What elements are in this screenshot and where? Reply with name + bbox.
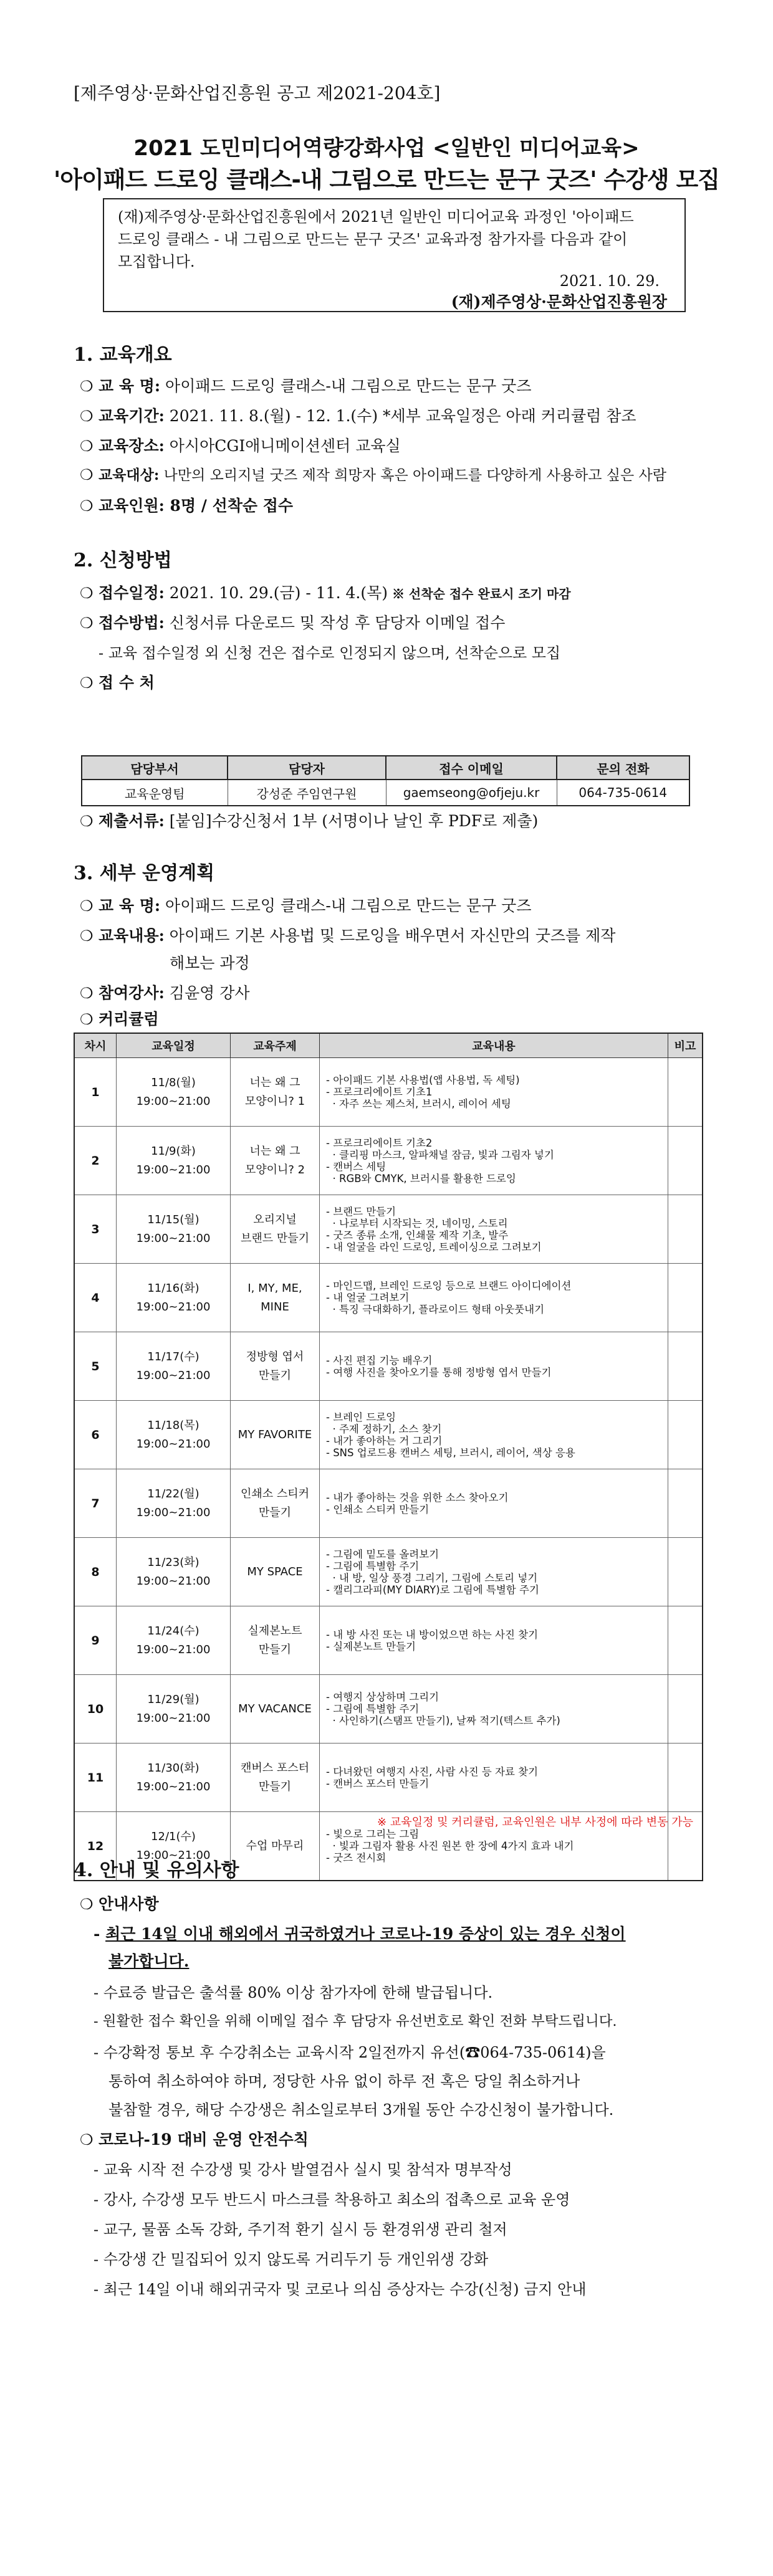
circle-bullet-icon: ❍: [80, 497, 94, 515]
curriculum-topic-line: MINE: [261, 1300, 289, 1314]
curriculum-date: 11/16(화): [147, 1281, 199, 1295]
curriculum-time: 19:00~21:00: [136, 1094, 211, 1108]
curriculum-topic: [231, 1127, 320, 1195]
curriculum-content-line: - 내 얼굴을 라인 드로잉, 트레이싱으로 그려보기: [326, 1241, 542, 1253]
curriculum-content-line: - 아이패드 기본 사용법(앱 사용법, 독 세팅): [326, 1074, 520, 1086]
curriculum-session-no: 11: [74, 1744, 117, 1812]
contact-label: ❍ 접 수 처: [80, 674, 155, 692]
plan-content: ❍ 교육내용: 아이패드 기본 사용법 및 드로잉을 배우면서 자신만의 굿즈를 제작: [80, 927, 616, 945]
curriculum-content: [320, 1264, 668, 1332]
intro-org: (재)제주영상·문화산업진흥원장: [451, 293, 667, 311]
curriculum-content-line: · 자주 쓰는 제스처, 브러시, 레이어 세팅: [326, 1098, 511, 1110]
curriculum-schedule: [117, 1744, 231, 1812]
curriculum-time: 19:00~21:00: [136, 1574, 211, 1588]
safety-item: - 수강생 간 밀집되어 있지 않도록 거리두기 등 개인위생 강화: [94, 2251, 489, 2268]
curriculum-content-line: - 사진 편집 기능 배우기: [326, 1354, 433, 1367]
curriculum-content-line: · RGB와 CMYK, 브러시를 활용한 드로잉: [326, 1172, 516, 1185]
curriculum-topic-line: 캔버스 포스터: [240, 1761, 310, 1775]
section-2-heading: 2. 신청방법: [74, 550, 172, 571]
curriculum-topic-line: MY VACANCE: [238, 1702, 312, 1715]
intro-box: [103, 198, 686, 312]
curriculum-content: [320, 1606, 668, 1675]
curriculum-date: 11/23(화): [147, 1555, 199, 1569]
curriculum-schedule: [117, 1469, 231, 1538]
notice-number: [제주영상·문화산업진흥원 공고 제2021-204호]: [74, 83, 441, 103]
curriculum-topic: [231, 1264, 320, 1332]
circle-bullet-icon: ❍: [80, 1896, 94, 1913]
curriculum-session-no: 10: [74, 1675, 117, 1744]
curriculum-schedule: [117, 1401, 231, 1469]
curriculum-remark: [668, 1744, 703, 1812]
curriculum-content-line: - 여행지 상상하며 그리기: [326, 1691, 439, 1703]
curriculum-topic-line: 만들기: [258, 1505, 292, 1519]
curriculum-content-line: - 다녀왔던 여행지 사진, 사람 사진 등 자료 찾기: [326, 1765, 539, 1778]
curriculum-table: [74, 1033, 703, 1881]
curriculum-content: [320, 1469, 668, 1538]
intro-line-1: (재)제주영상·문화산업진흥원에서 2021년 일반인 미디어교육 과정인 '아이패드: [118, 208, 634, 226]
contact-phone: 064-735-0614: [557, 780, 689, 806]
curriculum-content-line: · 나로부터 시작되는 것, 네이밍, 스토리: [326, 1217, 508, 1229]
curriculum-note: ※ 교육일정 및 커리큘럼, 교육인원은 내부 사정에 따라 변동 가능: [377, 1816, 693, 1829]
curriculum-schedule: [117, 1675, 231, 1744]
circle-bullet-icon: ❍: [80, 408, 94, 425]
curriculum-content: [320, 1332, 668, 1401]
curriculum-content: [320, 1744, 668, 1812]
circle-bullet-icon: ❍: [80, 897, 94, 915]
curriculum-row: [74, 1127, 703, 1195]
curriculum-time: 19:00~21:00: [136, 1163, 211, 1176]
overview-item-name: ❍ 교 육 명: 아이패드 드로잉 클래스-내 그림으로 만드는 문구 굿즈: [80, 377, 532, 395]
curriculum-topic: [231, 1401, 320, 1469]
circle-bullet-icon: ❍: [80, 584, 94, 602]
curriculum-content: [320, 1538, 668, 1606]
curriculum-topic: [231, 1812, 320, 1881]
curriculum-content: [320, 1058, 668, 1127]
curriculum-content-line: - 브레인 드로잉: [326, 1411, 396, 1423]
curriculum-content-line: - 내가 좋아하는 것을 위한 소스 찾아오기: [326, 1491, 509, 1504]
curriculum-row: [74, 1538, 703, 1606]
curriculum-row: [74, 1332, 703, 1401]
curriculum-label: ❍ 커리큘럼: [80, 1010, 159, 1028]
curriculum-row: [74, 1469, 703, 1538]
curriculum-content-line: · 특징 극대화하기, 플라로이드 형태 아웃풋내기: [326, 1304, 545, 1315]
curriculum-topic-line: 인쇄소 스티커: [240, 1487, 310, 1500]
curriculum-content-line: - 굿즈 전시회: [326, 1852, 386, 1864]
curriculum-remark: [668, 1675, 703, 1744]
guide-4-cont2: 불참할 경우, 해당 수강생은 취소일로부터 3개월 동안 수강신청이 불가합니다.: [108, 2101, 614, 2119]
curriculum-remark: [668, 1606, 703, 1675]
curriculum-content-line: - 인쇄소 스티커 만들기: [326, 1503, 430, 1515]
apply-method-sub: - 교육 접수일정 외 신청 건은 접수로 인정되지 않으며, 선착순으로 모집: [98, 644, 561, 662]
curriculum-topic: [231, 1469, 320, 1538]
curriculum-topic: [231, 1058, 320, 1127]
curriculum-content-line: - 그림에 특별함 주기: [326, 1703, 420, 1715]
curriculum-row: [74, 1744, 703, 1812]
circle-bullet-icon: ❍: [80, 1011, 94, 1028]
curriculum-date: 11/30(화): [147, 1761, 199, 1775]
curriculum-content: [320, 1401, 668, 1469]
curriculum-topic: [231, 1744, 320, 1812]
curriculum-content-line: - 굿즈 종류 소개, 인쇄물 제작 기초, 발주: [326, 1229, 509, 1241]
submit-docs: ❍ 제출서류: [붙임]수강신청서 1부 (서명이나 날인 후 PDF로 제출): [80, 812, 539, 830]
curriculum-row: [74, 1195, 703, 1264]
curriculum-content: [320, 1127, 668, 1195]
curriculum-time: 19:00~21:00: [136, 1231, 211, 1245]
curr-header-no: 차시: [74, 1033, 117, 1058]
curriculum-topic: [231, 1195, 320, 1264]
curriculum-content-line: - 내가 좋아하는 거 그리기: [326, 1434, 443, 1447]
curriculum-schedule: [117, 1332, 231, 1401]
curriculum-content-line: · 주제 정하기, 소스 찾기: [326, 1423, 442, 1435]
curriculum-topic-line: 수업 마무리: [246, 1839, 304, 1853]
curriculum-session-no: 4: [74, 1264, 117, 1332]
circle-bullet-icon: ❍: [80, 985, 94, 1002]
curriculum-topic-line: MY FAVORITE: [238, 1428, 312, 1441]
curriculum-row: [74, 1058, 703, 1127]
guide-label: ❍ 안내사항: [80, 1895, 159, 1913]
title-line-1: 2021 도민미디어역량강화사업 <일반인 미디어교육>: [133, 136, 640, 161]
plan-content-cont: 해보는 과정: [170, 954, 250, 972]
curriculum-content-line: - 프로크리에이트 기초2: [326, 1137, 433, 1149]
curriculum-session-no: 8: [74, 1538, 117, 1606]
curr-header-remark: 비고: [668, 1033, 703, 1058]
curriculum-date: 11/29(월): [147, 1692, 199, 1706]
plan-instructor: ❍ 참여강사: 김윤영 강사: [80, 984, 250, 1002]
safety-item: - 교육 시작 전 수강생 및 강사 발열검사 실시 및 참석자 명부작성: [94, 2161, 512, 2178]
curriculum-session-no: 2: [74, 1127, 117, 1195]
curriculum-content-line: - 실제본노트 만들기: [326, 1640, 416, 1653]
curriculum-topic: [231, 1538, 320, 1606]
curr-header-content: 교육내용: [320, 1033, 668, 1058]
curriculum-topic-line: 만들기: [258, 1368, 292, 1382]
curriculum-time: 19:00~21:00: [136, 1505, 211, 1519]
curriculum-topic-line: I, MY, ME,: [247, 1281, 302, 1295]
curriculum-schedule: [117, 1127, 231, 1195]
curriculum-topic-line: 만들기: [258, 1643, 292, 1656]
curriculum-content-line: - 캔버스 세팅: [326, 1160, 386, 1173]
curriculum-content-line: - 브랜드 만들기: [326, 1205, 396, 1218]
curriculum-topic-line: 오리지널: [253, 1213, 297, 1226]
curriculum-topic-line: 정방형 엽서: [246, 1350, 304, 1363]
curriculum-date: 11/9(화): [151, 1144, 196, 1158]
circle-bullet-icon: ❍: [80, 927, 94, 945]
curriculum-content: [320, 1195, 668, 1264]
curriculum-topic-line: 너는 왜 그: [249, 1076, 300, 1089]
curriculum-content-line: - 내 얼굴 그려보기: [326, 1292, 410, 1304]
curriculum-schedule: [117, 1606, 231, 1675]
curriculum-topic-line: 실제본노트: [247, 1624, 302, 1638]
safety-label: ❍ 코로나-19 대비 운영 안전수칙: [80, 2130, 309, 2149]
contact-table: [81, 755, 690, 806]
safety-item: - 교구, 물품 소독 강화, 주기적 환기 실시 등 환경위생 관리 철저: [94, 2221, 507, 2238]
contact-header-email: 접수 이메일: [386, 756, 557, 780]
curriculum-content-line: · 내 방, 일상 풍경 그리기, 그림에 스토리 넣기: [326, 1572, 538, 1584]
curriculum-topic-line: 만들기: [258, 1780, 292, 1793]
curriculum-content: [320, 1675, 668, 1744]
curriculum-date: 11/17(수): [147, 1350, 199, 1363]
curriculum-session-no: 3: [74, 1195, 117, 1264]
curriculum-content-line: - 그림에 특별함 주기: [326, 1560, 420, 1572]
guide-4-cont1: 통하여 취소하여야 하며, 정당한 사유 없이 하루 전 혹은 당일 취소하거나: [108, 2073, 580, 2090]
curriculum-schedule: [117, 1195, 231, 1264]
curriculum-time: 19:00~21:00: [136, 1300, 211, 1314]
guide-1-cont: 불가합니다.: [108, 1952, 190, 1970]
apply-period: ❍ 접수일정: 2021. 10. 29.(금) - 11. 4.(목) ※ 선착순 접수 완료시 조기 마감: [80, 584, 571, 602]
circle-bullet-icon: ❍: [80, 378, 94, 395]
curriculum-remark: [668, 1127, 703, 1195]
contact-email[interactable]: gaemseong@ofjeju.kr: [386, 780, 557, 806]
overview-item-target: ❍ 교육대상: 나만의 오리지널 굿즈 제작 희망자 혹은 아이패드를 다양하게 사용하고 싶은 사람: [80, 466, 666, 484]
curriculum-topic: [231, 1332, 320, 1401]
circle-bullet-icon: ❍: [80, 2131, 94, 2149]
curr-header-topic: 교육주제: [231, 1033, 320, 1058]
curriculum-remark: [668, 1538, 703, 1606]
overview-item-place: ❍ 교육장소: 아시아CGI애니메이션센터 교육실: [80, 437, 401, 455]
contact-dept: 교육운영팀: [82, 780, 228, 806]
curriculum-topic-line: 모양이니? 1: [244, 1094, 305, 1108]
section-3-heading: 3. 세부 운영계획: [74, 862, 215, 884]
circle-bullet-icon: ❍: [80, 813, 94, 830]
curriculum-session-no: 9: [74, 1606, 117, 1675]
curriculum-topic: [231, 1675, 320, 1744]
curriculum-remark: [668, 1469, 703, 1538]
curriculum-row: [74, 1401, 703, 1469]
contact-header-dept: 담당부서: [82, 756, 228, 780]
plan-name: ❍ 교 육 명: 아이패드 드로잉 클래스-내 그림으로 만드는 문구 굿즈: [80, 897, 532, 915]
curriculum-remark: [668, 1195, 703, 1264]
curriculum-session-no: 1: [74, 1058, 117, 1127]
curriculum-time: 19:00~21:00: [136, 1848, 211, 1862]
curriculum-remark: [668, 1332, 703, 1401]
curriculum-date: 11/8(월): [151, 1076, 196, 1089]
curriculum-content-line: - 내 방 사진 또는 내 방이었으면 하는 사진 찾기: [326, 1628, 539, 1641]
curriculum-content-line: - 그림에 밑도를 올려보기: [326, 1548, 439, 1560]
curriculum-date: 11/15(월): [147, 1213, 199, 1226]
guide-1: - 최근 14일 이내 해외에서 귀국하였거나 코로나-19 증상이 있는 경우 신청이: [94, 1925, 626, 1943]
curriculum-content-line: - 캘리그라피(MY DIARY)로 그림에 특별함 주기: [326, 1583, 539, 1596]
curriculum-content-line: - 마인드맵, 브레인 드로잉 등으로 브랜드 아이디에이션: [326, 1280, 572, 1292]
curriculum-time: 19:00~21:00: [136, 1368, 211, 1382]
curriculum-content-line: - 여행 사진을 찾아오기를 통해 정방형 엽서 만들기: [326, 1366, 552, 1378]
curriculum-time: 19:00~21:00: [136, 1643, 211, 1656]
curriculum-time: 19:00~21:00: [136, 1711, 211, 1725]
curriculum-topic-line: MY SPACE: [247, 1565, 303, 1578]
contact-header-phone: 문의 전화: [557, 756, 689, 780]
contact-person: 강성준 주임연구원: [228, 780, 386, 806]
curriculum-time: 19:00~21:00: [136, 1437, 211, 1451]
curriculum-content-line: - SNS 업로드용 캔버스 세팅, 브러시, 레이어, 색상 응용: [326, 1446, 575, 1459]
curriculum-topic-line: 모양이니? 2: [244, 1163, 305, 1176]
curriculum-remark: [668, 1264, 703, 1332]
curriculum-schedule: [117, 1264, 231, 1332]
curriculum-content-line: - 프로크리에이트 기초1: [326, 1086, 433, 1098]
curriculum-topic-line: 브랜드 만들기: [240, 1231, 310, 1245]
curriculum-content-line: · 빛과 그림자 활용 사진 원본 한 장에 4가지 효과 내기: [326, 1840, 574, 1852]
title-line-2: '아이패드 드로잉 클래스-내 그림으로 만드는 문구 굿즈' 수강생 모집: [53, 166, 720, 193]
overview-item-capacity: ❍ 교육인원: 8명 / 선착순 접수: [80, 497, 294, 515]
safety-item: - 강사, 수강생 모두 반드시 마스크를 착용하고 최소의 접촉으로 교육 운영: [94, 2191, 570, 2208]
curriculum-date: 11/18(목): [147, 1418, 199, 1432]
curriculum-session-no: 6: [74, 1401, 117, 1469]
curriculum-topic-line: 너는 왜 그: [249, 1144, 300, 1158]
curriculum-session-no: 7: [74, 1469, 117, 1538]
intro-line-3: 모집합니다.: [118, 253, 195, 270]
circle-bullet-icon: ❍: [80, 466, 94, 484]
overview-item-period: ❍ 교육기간: 2021. 11. 8.(월) - 12. 1.(수) *세부 교육일정은 아래 커리큘럼 참조: [80, 407, 636, 425]
curriculum-content-line: · 클리핑 마스크, 알파채널 잠금, 빛과 그림자 넣기: [326, 1148, 554, 1161]
curriculum-date: 12/1(수): [151, 1829, 196, 1843]
curriculum-remark: [668, 1058, 703, 1127]
intro-date: 2021. 10. 29.: [559, 272, 660, 290]
contact-header-person: 담당자: [228, 756, 386, 780]
curriculum-content-line: - 캔버스 포스터 만들기: [326, 1777, 430, 1790]
section-1-heading: 1. 교육개요: [74, 344, 172, 366]
curriculum-time: 19:00~21:00: [136, 1780, 211, 1793]
circle-bullet-icon: ❍: [80, 674, 94, 692]
section-4-heading: 4. 안내 및 유의사항: [74, 1859, 239, 1881]
curriculum-remark: [668, 1401, 703, 1469]
curr-header-date: 교육일정: [117, 1033, 231, 1058]
circle-bullet-icon: ❍: [80, 437, 94, 455]
curriculum-row: [74, 1606, 703, 1675]
circle-bullet-icon: ❍: [80, 614, 94, 632]
guide-4: - 수강확정 통보 후 수강취소는 교육시작 2일전까지 유선(☎064-735-0614)을: [94, 2044, 606, 2061]
curriculum-topic: [231, 1606, 320, 1675]
curriculum-row: [74, 1264, 703, 1332]
curriculum-schedule: [117, 1058, 231, 1127]
curriculum-row: [74, 1675, 703, 1744]
safety-item: - 최근 14일 이내 해외귀국자 및 코로나 의심 증상자는 수강(신청) 금지 안내: [94, 2281, 587, 2298]
curriculum-content-line: - 빛으로 그리는 그림: [326, 1828, 420, 1840]
curriculum-session-no: 12: [74, 1812, 117, 1881]
guide-3: - 원활한 접수 확인을 위해 이메일 접수 후 담당자 유선번호로 확인 전화 부탁드립니다.: [94, 2013, 617, 2030]
intro-line-2: 드로잉 클래스 - 내 그림으로 만드는 문구 굿즈' 교육과정 참가자를 다음과 같이: [118, 231, 628, 248]
guide-2: - 수료증 발급은 출석률 80% 이상 참가자에 한해 발급됩니다.: [94, 1984, 493, 2001]
curriculum-schedule: [117, 1538, 231, 1606]
apply-method: ❍ 접수방법: 신청서류 다운로드 및 작성 후 담당자 이메일 접수: [80, 614, 506, 632]
curriculum-date: 11/24(수): [147, 1624, 199, 1638]
curriculum-content-line: · 사인하기(스탬프 만들기), 날짜 적기(텍스트 추가): [326, 1715, 560, 1727]
curriculum-session-no: 5: [74, 1332, 117, 1401]
curriculum-date: 11/22(월): [147, 1487, 199, 1500]
